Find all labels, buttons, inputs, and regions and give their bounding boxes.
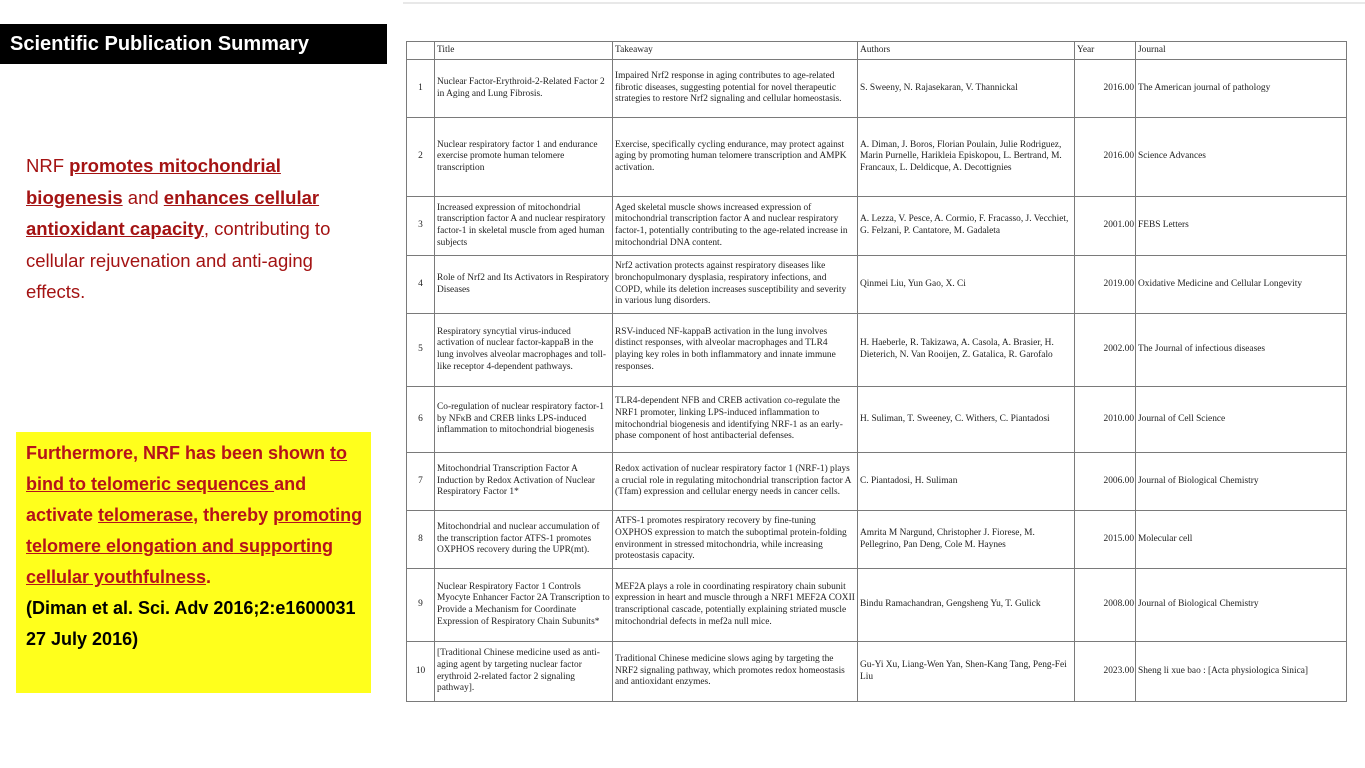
row-authors: Qinmei Liu, Yun Gao, X. Ci: [858, 256, 1075, 314]
slide-title: Scientific Publication Summary: [0, 24, 387, 64]
row-takeaway: Exercise, specifically cycling endurance, may protect against aging by promoting human telomere transcription and AMPK activation.: [613, 118, 858, 197]
row-year: 2023.00: [1075, 642, 1136, 702]
row-authors: Bindu Ramachandran, Gengsheng Yu, T. Gulick: [858, 569, 1075, 642]
note2-text-4: .: [206, 567, 212, 587]
row-authors: S. Sweeny, N. Rajasekaran, V. Thannickal: [858, 60, 1075, 118]
header-year: Year: [1075, 42, 1136, 60]
header-num: [407, 42, 435, 60]
table-row: [407, 387, 1347, 453]
note2-text-1: Furthermore, NRF has been shown: [26, 443, 331, 463]
header-journal: Journal: [1136, 42, 1347, 60]
row-year: 2008.00: [1075, 569, 1136, 642]
table-row: [407, 197, 1347, 256]
row-journal: Oxidative Medicine and Cellular Longevity: [1136, 256, 1347, 314]
row-journal: Journal of Biological Chemistry: [1136, 569, 1347, 642]
row-title: Mitochondrial Transcription Factor A Induction by Redox Activation of Nuclear Respiratory Factor 1*: [435, 453, 613, 511]
row-year: 2001.00: [1075, 197, 1136, 256]
row-num: 7: [407, 453, 435, 511]
row-journal: FEBS Letters: [1136, 197, 1347, 256]
row-year: 2019.00: [1075, 256, 1136, 314]
row-journal: Journal of Cell Science: [1136, 387, 1347, 453]
note1-text-2: and: [122, 186, 164, 208]
row-authors: H. Haeberle, R. Takizawa, A. Casola, A. Brasier, H. Dieterich, N. Van Rooijen, Z. Gatalica, R. Garofalo: [858, 314, 1075, 387]
row-authors: Amrita M Nargund, Christopher J. Fiorese, M. Pellegrino, Pan Deng, Cole M. Haynes: [858, 511, 1075, 569]
row-num: 1: [407, 60, 435, 118]
row-title: Mitochondrial and nuclear accumulation of the transcription factor ATFS-1 promotes OXPHOS recovery during the UPR(mt).: [435, 511, 613, 569]
row-takeaway: Traditional Chinese medicine slows aging by targeting the NRF2 signaling pathway, which promotes redox homeostasis and antioxidant enzymes.: [613, 642, 858, 702]
row-journal: The Journal of infectious diseases: [1136, 314, 1347, 387]
header-authors: Authors: [858, 42, 1075, 60]
row-journal: Molecular cell: [1136, 511, 1347, 569]
row-year: 2006.00: [1075, 453, 1136, 511]
row-takeaway: MEF2A plays a role in coordinating respiratory chain subunit expression in heart and muscle through a NRF1 MEF2A COXII transcriptional cascade, potentially explaining striated muscle mitochondrial defects in mef2a null mice.: [613, 569, 858, 642]
table-row: [407, 256, 1347, 314]
row-num: 10: [407, 642, 435, 702]
row-title: Co-regulation of nuclear respiratory factor-1 by NFκB and CREB links LPS-induced inflammation to mitochondrial biogenesis: [435, 387, 613, 453]
row-takeaway: ATFS-1 promotes respiratory recovery by fine-tuning OXPHOS expression to match the suboptimal protein-folding environment in stressed mitochondria, while increasing proteostasis capacity.: [613, 511, 858, 569]
table-row: [407, 642, 1347, 702]
row-authors: A. Diman, J. Boros, Florian Poulain, Julie Rodriguez, Marin Purnelle, Harikleia Episkopou, L. Bertrand, M. Francaux, L. Deldicque, A. Decottignies: [858, 118, 1075, 197]
row-num: 5: [407, 314, 435, 387]
row-journal: Science Advances: [1136, 118, 1347, 197]
header-takeaway: Takeaway: [613, 42, 858, 60]
note2-highlight-telomeric: to bind to telomeric sequences: [26, 443, 348, 494]
row-year: 2010.00: [1075, 387, 1136, 453]
row-title: Nuclear Factor-Erythroid-2-Related Factor 2 in Aging and Lung Fibrosis.: [435, 60, 613, 118]
row-authors: Gu-Yi Xu, Liang-Wen Yan, Shen-Kang Tang, Peng-Fei Liu: [858, 642, 1075, 702]
row-title: [Traditional Chinese medicine used as anti-aging agent by targeting nuclear factor erythroid 2-related factor 2 signaling pathway].: [435, 642, 613, 702]
table-row: [407, 453, 1347, 511]
row-takeaway: Nrf2 activation protects against respiratory diseases like bronchopulmonary dysplasia, respiratory infections, and COPD, while its deletion increases susceptibility and severity in various lung disorders.: [613, 256, 858, 314]
row-takeaway: Impaired Nrf2 response in aging contributes to age-related fibrotic diseases, suggesting potential for novel therapeutic strategies to restore Nrf2 signaling and cellular homeostasis.: [613, 60, 858, 118]
row-authors: C. Piantadosi, H. Suliman: [858, 453, 1075, 511]
table-row: [407, 314, 1347, 387]
table-row: [407, 60, 1347, 118]
row-num: 3: [407, 197, 435, 256]
row-journal: The American journal of pathology: [1136, 60, 1347, 118]
table-header-row: [407, 42, 1347, 60]
row-authors: H. Suliman, T. Sweeney, C. Withers, C. Piantadosi: [858, 387, 1075, 453]
note2-text-3: , thereby: [193, 505, 274, 525]
row-title: Nuclear Respiratory Factor 1 Controls Myocyte Enhancer Factor 2A Transcription to Provide a Mechanism for Coordinate Expression of Respiratory Chain Subunits*: [435, 569, 613, 642]
row-num: 6: [407, 387, 435, 453]
note1-highlight-antioxidant: enhances cellular antioxidant capacity: [26, 186, 320, 239]
row-num: 4: [407, 256, 435, 314]
row-year: 2016.00: [1075, 118, 1136, 197]
row-takeaway: RSV-induced NF-kappaB activation in the lung involves distinct responses, with alveolar macrophages and TLR4 playing key roles in both inflammatory and innate immune responses.: [613, 314, 858, 387]
table-row: [407, 118, 1347, 197]
note1-highlight-biogenesis: promotes mitochondrial biogenesis: [26, 155, 281, 208]
row-authors: A. Lezza, V. Pesce, A. Cormio, F. Fracasso, J. Vecchiet, G. Felzani, P. Cantatore, M. Gadaleta: [858, 197, 1075, 256]
table-row: [407, 569, 1347, 642]
row-year: 2016.00: [1075, 60, 1136, 118]
row-num: 9: [407, 569, 435, 642]
top-divider: [403, 2, 1365, 4]
row-takeaway: Redox activation of nuclear respiratory factor 1 (NRF-1) plays a crucial role in regulating mitochondrial transcription factor A (Tfam) expression and cellular energy needs in cancer cells.: [613, 453, 858, 511]
note2-highlight-telomerase: telomerase: [98, 505, 194, 525]
note2-highlight-elongation: promoting telomere elongation and supporting cellular youthfulness: [26, 505, 363, 587]
row-takeaway: TLR4-dependent NFB and CREB activation co-regulate the NRF1 promoter, linking LPS-induced inflammation to mitochondrial biogenesis and identifying NRF-1 as an early-phase component of host antibacterial defenses.: [613, 387, 858, 453]
row-year: 2015.00: [1075, 511, 1136, 569]
nrf-summary-note: [26, 150, 366, 308]
note2-text-2: and activate: [26, 474, 307, 525]
note2-citation: (Diman et al. Sci. Adv 2016;2:e1600031 27 July 2016): [26, 598, 356, 649]
publication-table: [406, 41, 1347, 702]
row-journal: Journal of Biological Chemistry: [1136, 453, 1347, 511]
note1-text-1: NRF: [26, 155, 70, 176]
row-takeaway: Aged skeletal muscle shows increased expression of mitochondrial transcription factor A and nuclear respiratory factor-1, potentially contributing to the age-related increase in mitochondrial DNA content.: [613, 197, 858, 256]
row-journal: Sheng li xue bao : [Acta physiologica Sinica]: [1136, 642, 1347, 702]
row-num: 2: [407, 118, 435, 197]
row-title: Respiratory syncytial virus-induced activation of nuclear factor-kappaB in the lung involves alveolar macrophages and toll-like receptor 4-dependent pathways.: [435, 314, 613, 387]
row-title: Increased expression of mitochondrial transcription factor A and nuclear respiratory factor-1 in skeletal muscle from aged human subjects: [435, 197, 613, 256]
telomere-callout: [16, 432, 371, 693]
table-row: [407, 511, 1347, 569]
row-title: Role of Nrf2 and Its Activators in Respiratory Diseases: [435, 256, 613, 314]
header-title: Title: [435, 42, 613, 60]
note1-text-3: , contributing to cellular rejuvenation and anti-aging effects.: [26, 218, 331, 302]
row-title: Nuclear respiratory factor 1 and endurance exercise promote human telomere transcription: [435, 118, 613, 197]
row-year: 2002.00: [1075, 314, 1136, 387]
row-num: 8: [407, 511, 435, 569]
